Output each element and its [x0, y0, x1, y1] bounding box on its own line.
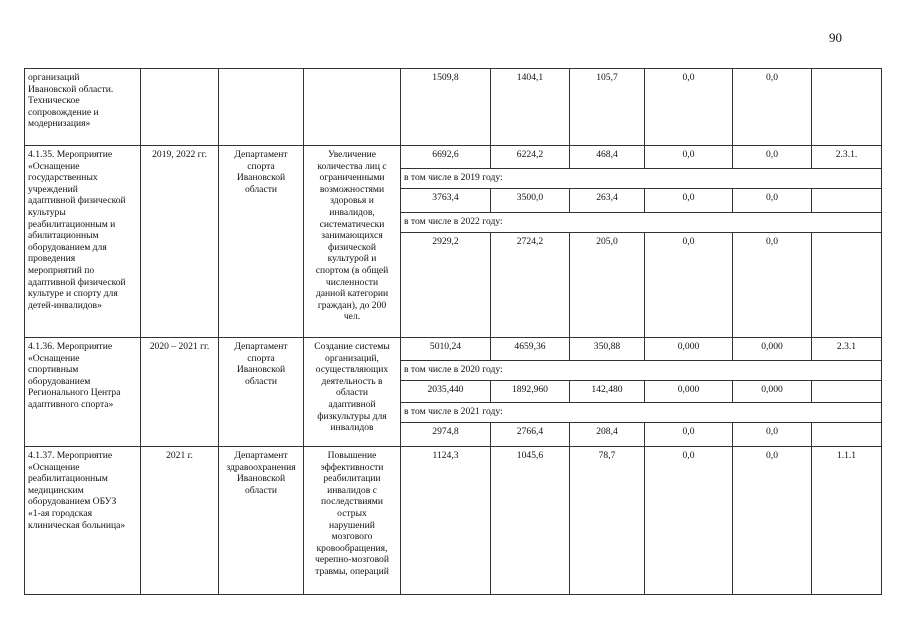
total-value: 2974,8	[401, 423, 491, 447]
regional-value: 78,7	[570, 447, 645, 595]
executor-cell: Департамент здравоохранения Ивановской области	[219, 447, 304, 595]
other-value: 0,000	[733, 381, 812, 403]
activity-name: организаций Ивановской области. Техническое сопровождение и модернизация»	[25, 69, 141, 146]
period-cell: 2021 г.	[141, 447, 219, 595]
local-value: 0,0	[645, 69, 733, 146]
indicator-code	[812, 381, 882, 403]
period-cell: 2020 – 2021 гг.	[141, 338, 219, 447]
page-number: 90	[829, 30, 842, 45]
local-value: 0,0	[645, 146, 733, 169]
subtotal-label: в том числе в 2022 году:	[401, 213, 882, 233]
indicator-code	[812, 69, 882, 146]
regional-value: 105,7	[570, 69, 645, 146]
regional-value: 205,0	[570, 233, 645, 338]
total-value: 2035,440	[401, 381, 491, 403]
local-value: 0,000	[645, 338, 733, 361]
federal-value: 3500,0	[491, 189, 570, 213]
subtotal-label: в том числе в 2020 году:	[401, 361, 882, 381]
indicator-code	[812, 423, 882, 447]
activity-name: 4.1.36. Мероприятие «Оснащение спортивным оборудованием Регионального Центра адаптивного спорта»	[25, 338, 141, 447]
table-row	[25, 69, 882, 146]
activity-name: 4.1.35. Мероприятие «Оснащение государственных учреждений адаптивной физической культуры реабилитационным и абилитационным оборудованием для проведения мероприятий по адаптивной физической культуре и спорту для детей-инвалидов»	[25, 146, 141, 338]
total-value: 1124,3	[401, 447, 491, 595]
other-value: 0,0	[733, 189, 812, 213]
other-value: 0,0	[733, 146, 812, 169]
indicator-code	[812, 189, 882, 213]
total-value: 2929,2	[401, 233, 491, 338]
federal-value: 1892,960	[491, 381, 570, 403]
table-row	[25, 447, 882, 595]
executor-cell: Департамент спорта Ивановской области	[219, 338, 304, 447]
federal-value: 4659,36	[491, 338, 570, 361]
local-value: 0,0	[645, 447, 733, 595]
period-cell: 2019, 2022 гг.	[141, 146, 219, 338]
executor-cell	[219, 69, 304, 146]
activity-name: 4.1.37. Мероприятие «Оснащение реабилитационным медицинским оборудованием ОБУЗ «1-ая городская клиническая больница»	[25, 447, 141, 595]
total-value: 5010,24	[401, 338, 491, 361]
table-row	[25, 338, 882, 361]
other-value: 0,0	[733, 233, 812, 338]
other-value: 0,0	[733, 69, 812, 146]
subtotal-label: в том числе в 2021 году:	[401, 403, 882, 423]
federal-value: 6224,2	[491, 146, 570, 169]
indicator-code	[812, 233, 882, 338]
regional-value: 142,480	[570, 381, 645, 403]
indicator-code: 2.3.1.	[812, 146, 882, 169]
total-value: 6692,6	[401, 146, 491, 169]
result-cell: Повышение эффективности реабилитации инвалидов с последствиями острых нарушений мозгового кровообращения, черепно-мозговой травмы, операций	[304, 447, 401, 595]
other-value: 0,0	[733, 447, 812, 595]
period-cell	[141, 69, 219, 146]
regional-value: 468,4	[570, 146, 645, 169]
local-value: 0,000	[645, 381, 733, 403]
total-value: 3763,4	[401, 189, 491, 213]
table-row	[25, 146, 882, 169]
regional-value: 208,4	[570, 423, 645, 447]
executor-cell: Департамент спорта Ивановской области	[219, 146, 304, 338]
other-value: 0,0	[733, 423, 812, 447]
federal-value: 2766,4	[491, 423, 570, 447]
indicator-code: 1.1.1	[812, 447, 882, 595]
indicator-code: 2.3.1	[812, 338, 882, 361]
other-value: 0,000	[733, 338, 812, 361]
local-value: 0,0	[645, 233, 733, 338]
local-value: 0,0	[645, 423, 733, 447]
result-cell: Создание системы организаций, осуществляющих деятельность в области адаптивной физкультуры для инвалидов	[304, 338, 401, 447]
federal-value: 1404,1	[491, 69, 570, 146]
result-cell: Увеличение количества лиц с ограниченными возможностями здоровья и инвалидов, систематически занимающихся физической культурой и спортом (в общей численности данной категории граждан), до 200 чел.	[304, 146, 401, 338]
regional-value: 350,88	[570, 338, 645, 361]
total-value: 1509,8	[401, 69, 491, 146]
federal-value: 2724,2	[491, 233, 570, 338]
federal-value: 1045,6	[491, 447, 570, 595]
subtotal-label: в том числе в 2019 году:	[401, 169, 882, 189]
result-cell	[304, 69, 401, 146]
local-value: 0,0	[645, 189, 733, 213]
program-table	[24, 68, 882, 595]
regional-value: 263,4	[570, 189, 645, 213]
